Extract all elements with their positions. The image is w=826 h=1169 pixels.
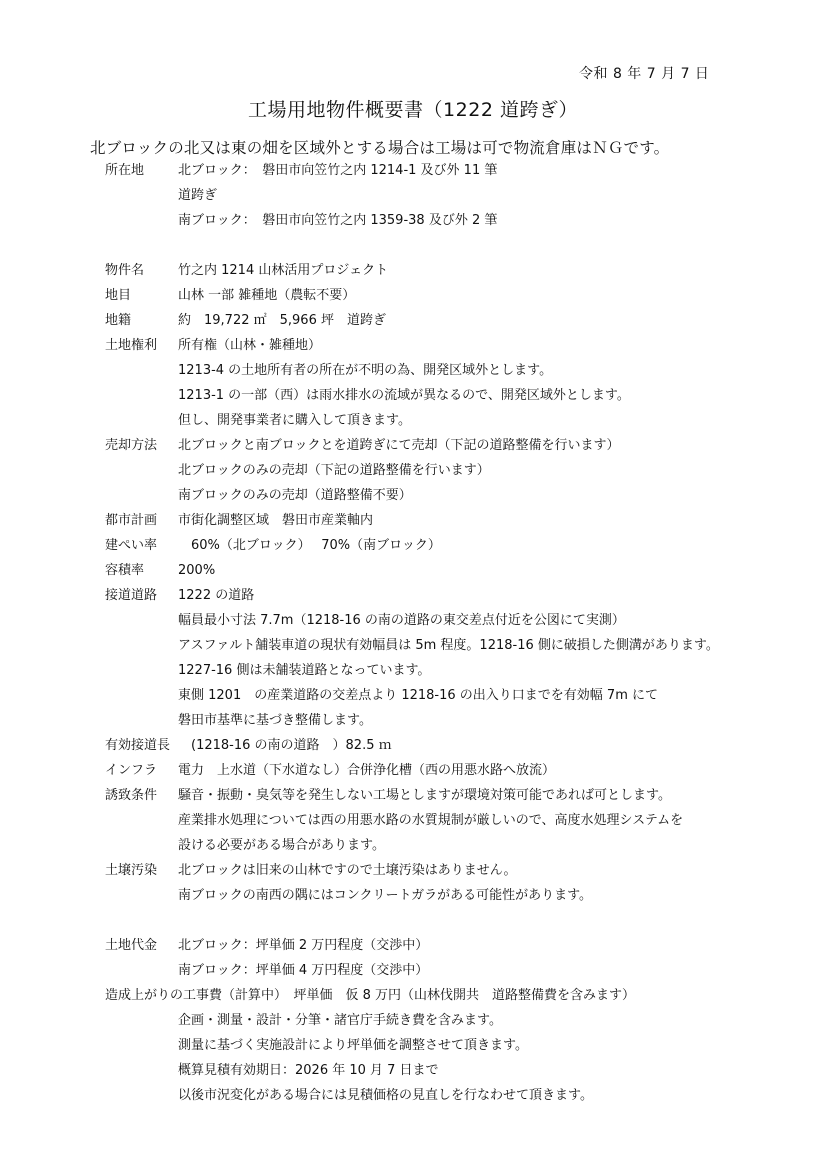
- row-value: 南ブロック：坪単価 4 万円程度（交渉中）: [178, 963, 429, 978]
- row-value: 1227-16 側は未舗装道路となっています。: [178, 663, 431, 678]
- row-value: 以後市況変化がある場合には見積価格の見直しを行なわせて頂きます。: [178, 1088, 593, 1103]
- row-label: 所在地: [105, 163, 145, 178]
- row-value: 約 19,722 ㎡ 5,966 坪 道跨ぎ: [178, 313, 386, 328]
- row-value: 設ける必要がある場合があります。: [178, 838, 385, 853]
- row-label: 接道道路: [105, 588, 158, 603]
- row-value: 200%: [178, 563, 216, 578]
- row-value: 東側 1201 の産業道路の交差点より 1218-16 の出入り口までを有効幅 7m にて: [178, 688, 658, 703]
- row-value: 磐田市基準に基づき整備します。: [178, 713, 372, 728]
- row-value: 北ブロックは旧来の山林ですので土壌汚染はありません。: [178, 863, 517, 878]
- row-label: 容積率: [105, 563, 145, 578]
- row-label: 売却方法: [105, 438, 158, 453]
- row-value: 概算見積有効期日：2026 年 10 月 7 日まで: [178, 1063, 439, 1078]
- row-value: 北ブロック： 磐田市向笠竹之内 1214-1 及び外 11 筆: [178, 163, 498, 178]
- row-value: 1222 の道路: [178, 588, 255, 603]
- row-value: 竹之内 1214 山林活用プロジェクト: [178, 263, 389, 278]
- notice-line: 北ブロックの北又は東の畑を区域外とする場合は工場は可で物流倉庫はＮＧです。: [90, 139, 670, 157]
- row-label: 物件名: [105, 263, 145, 278]
- row-value: (1218-16 の南の道路 ）82.5 ｍ: [178, 738, 392, 753]
- row-value: 但し、開発事業者に購入して頂きます。: [178, 413, 411, 428]
- row-value: 1213-1 の一部（西）は雨水排水の流域が異なるので、開発区域外とします。: [178, 388, 630, 403]
- row-label: 建ぺい率: [105, 538, 158, 553]
- row-value: 道跨ぎ: [178, 188, 218, 203]
- row-value: 北ブロックと南ブロックとを道跨ぎにて売却（下記の道路整備を行います）: [178, 438, 620, 453]
- row-value: 北ブロックのみの売却（下記の道路整備を行います）: [178, 463, 490, 478]
- row-label: 誘致条件: [105, 788, 158, 803]
- row-value: 山林 一部 雑種地（農転不要）: [178, 288, 356, 303]
- row-label: インフラ: [105, 763, 158, 778]
- row-value: 南ブロックの南西の隅にはコンクリートガラがある可能性があります。: [178, 888, 593, 903]
- row-label: 都市計画: [105, 513, 158, 528]
- row-label: 地目: [105, 288, 132, 303]
- row-value: 電力 上水道（下水道なし）合併浄化槽（西の用悪水路へ放流）: [178, 763, 556, 778]
- row-label: 土壌汚染: [105, 863, 158, 878]
- row-value: 南ブロック： 磐田市向笠竹之内 1359-38 及び外 2 筆: [178, 213, 498, 228]
- row-label: 有効接道長: [105, 738, 171, 753]
- row-value: 1213-4 の土地所有者の所在が不明の為、開発区域外とします。: [178, 363, 553, 378]
- row-label: 土地代金: [105, 938, 158, 953]
- document-date: 令和 8 年 7 月 7 日: [579, 66, 710, 82]
- document-title: 工場用地物件概要書（1222 道跨ぎ）: [248, 99, 578, 121]
- row-value: 幅員最小寸法 7.7m（1218-16 の南の道路の東交差点付近を公図にて実測）: [178, 613, 625, 628]
- row-value: アスファルト舗装車道の現状有効幅員は 5m 程度。1218-16 側に破損した側溝があります。: [178, 638, 719, 653]
- row-value: 造成上がりの工事費（計算中） 坪単価 仮 8 万円（山林伐開共 道路整備費を含みます）: [105, 988, 636, 1003]
- row-value: 所有権（山林・雑種地）: [178, 338, 322, 353]
- row-value: 騒音・振動・臭気等を発生しない工場としますが環境対策可能であれば可とします。: [178, 788, 671, 803]
- row-label: 土地権利: [105, 338, 158, 353]
- row-value: 北ブロック：坪単価 2 万円程度（交渉中）: [178, 938, 429, 953]
- row-value: 企画・測量・設計・分筆・諸官庁手続き費を含みます。: [178, 1013, 502, 1028]
- row-label: 地籍: [105, 313, 132, 328]
- row-value: 産業排水処理については西の用悪水路の水質規制が厳しいので、高度水処理システムを: [178, 813, 684, 828]
- row-value: 南ブロックのみの売却（道路整備不要）: [178, 488, 412, 503]
- row-value: 測量に基づく実施設計により坪単価を調整させて頂きます。: [178, 1038, 528, 1053]
- row-value: 市街化調整区域 磐田市産業軸内: [178, 513, 374, 528]
- row-value: 60%（北ブロック） 70%（南ブロック）: [178, 538, 441, 553]
